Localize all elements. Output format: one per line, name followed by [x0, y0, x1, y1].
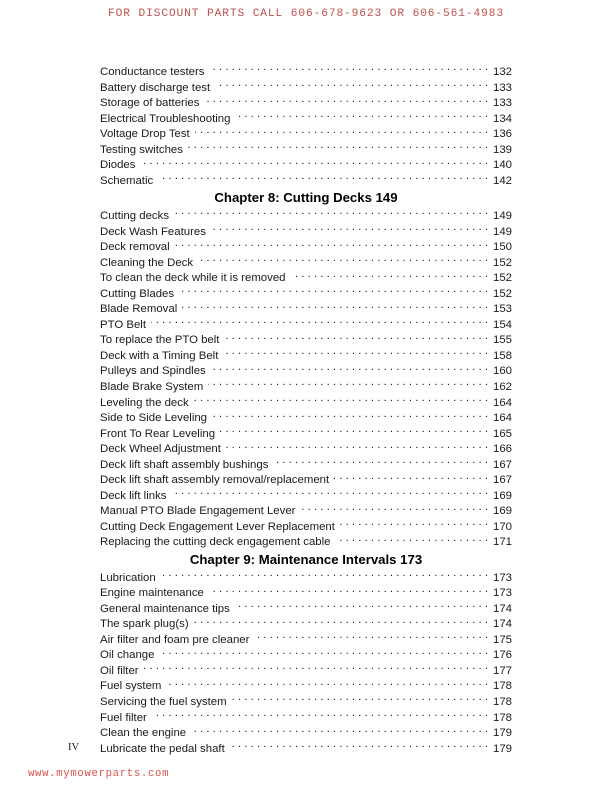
toc-entry-page-number: 164	[492, 412, 512, 425]
toc-dot-leader	[334, 472, 488, 483]
toc-entry-title: Cutting Blades	[100, 287, 175, 300]
toc-entry[interactable]	[100, 503, 512, 519]
toc-entry[interactable]	[100, 111, 512, 127]
toc-dot-leader	[174, 208, 488, 219]
toc-dot-leader	[254, 632, 488, 643]
toc-entry-page-number: 150	[492, 241, 512, 254]
toc-entry[interactable]	[100, 426, 512, 442]
toc-dot-leader	[191, 725, 488, 736]
toc-entry[interactable]	[100, 157, 512, 173]
toc-dot-leader	[161, 570, 488, 581]
toc-dot-leader	[182, 301, 488, 312]
toc-entry-title: Replacing the cutting deck engagement cable	[100, 536, 331, 549]
toc-entry-title: Battery discharge test	[100, 81, 211, 94]
toc-entry[interactable]	[100, 395, 512, 411]
toc-dot-leader	[230, 741, 488, 752]
toc-entry-page-number: 178	[492, 711, 512, 724]
toc-entry[interactable]	[100, 64, 512, 80]
toc-entry-title: Manual PTO Blade Engagement Lever	[100, 505, 296, 518]
table-of-contents	[100, 64, 512, 756]
toc-entry[interactable]	[100, 317, 512, 333]
toc-dot-leader	[224, 332, 488, 343]
toc-entry-page-number: 152	[492, 256, 512, 269]
toc-entry-title: Deck with a Timing Belt	[100, 349, 219, 362]
toc-entry-page-number: 171	[492, 536, 512, 549]
site-url-footer: www.mymowerparts.com	[28, 768, 170, 780]
toc-entry-page-number: 170	[492, 520, 512, 533]
toc-dot-leader	[188, 142, 488, 153]
toc-entry[interactable]	[100, 142, 512, 158]
toc-entry-title: Electrical Troubleshooting	[100, 112, 231, 125]
toc-entry-title: Fuel system	[100, 680, 162, 693]
toc-entry[interactable]	[100, 616, 512, 632]
toc-entry-title: To clean the deck while it is removed	[100, 272, 286, 285]
toc-entry[interactable]	[100, 488, 512, 504]
toc-entry-title: Cutting decks	[100, 209, 170, 222]
toc-entry-title: Front To Rear Leveling	[100, 427, 216, 440]
toc-dot-leader	[194, 395, 488, 406]
toc-entry[interactable]	[100, 710, 512, 726]
toc-dot-leader	[166, 678, 488, 689]
toc-entry-title: Oil filter	[100, 664, 139, 677]
toc-entry[interactable]	[100, 255, 512, 271]
toc-entry[interactable]	[100, 363, 512, 379]
toc-dot-leader	[220, 426, 488, 437]
toc-dot-leader	[226, 441, 488, 452]
toc-entry-page-number: 176	[492, 649, 512, 662]
toc-entry-page-number: 175	[492, 633, 512, 646]
toc-dot-leader	[209, 585, 488, 596]
toc-entry[interactable]	[100, 647, 512, 663]
toc-entry[interactable]	[100, 534, 512, 550]
toc-entry[interactable]	[100, 348, 512, 364]
toc-dot-leader	[300, 503, 488, 514]
toc-entry-title: Pulleys and Spindles	[100, 365, 206, 378]
toc-entry[interactable]	[100, 441, 512, 457]
toc-dot-leader	[235, 601, 488, 612]
toc-entry-page-number: 152	[492, 272, 512, 285]
toc-dot-leader	[273, 457, 488, 468]
toc-entry-page-number: 173	[492, 571, 512, 584]
toc-entry-title: Storage of batteries	[100, 97, 200, 110]
toc-dot-leader	[152, 710, 488, 721]
toc-entry-title: Conductance testers	[100, 66, 205, 78]
toc-entry-title: To replace the PTO belt	[100, 334, 220, 347]
page-number: IV	[68, 742, 80, 753]
toc-entry-page-number: 174	[492, 618, 512, 631]
toc-entry[interactable]	[100, 472, 512, 488]
toc-entry-page-number: 158	[492, 349, 512, 362]
toc-entry-title: Deck Wheel Adjustment	[100, 443, 221, 456]
toc-entry[interactable]	[100, 663, 512, 679]
toc-dot-leader	[223, 348, 488, 359]
toc-dot-leader	[209, 64, 488, 75]
toc-entry-page-number: 136	[492, 128, 512, 141]
toc-entry-title: Fuel filter	[100, 711, 147, 724]
toc-entry-title: Deck lift shaft assembly removal/replacement	[100, 474, 330, 487]
chapter-heading: Chapter 8: Cutting Decks 149	[214, 190, 398, 206]
toc-entry-title: Clean the engine	[100, 727, 187, 740]
toc-dot-leader	[198, 255, 488, 266]
toc-entry-page-number: 132	[492, 66, 512, 78]
toc-dot-leader	[171, 488, 488, 499]
toc-entry-title: Testing switches	[100, 143, 183, 156]
toc-dot-leader	[211, 363, 488, 374]
toc-entry-page-number: 133	[492, 97, 512, 110]
toc-entry[interactable]	[100, 270, 512, 286]
toc-entry-page-number: 154	[492, 318, 512, 331]
toc-entry-title: Voltage Drop Test	[100, 128, 190, 141]
toc-entry-title: Engine maintenance	[100, 587, 204, 600]
toc-entry[interactable]	[100, 457, 512, 473]
toc-entry-title: PTO Belt	[100, 318, 147, 331]
toc-entry[interactable]	[100, 126, 512, 142]
toc-entry[interactable]	[100, 601, 512, 617]
toc-entry-page-number: 178	[492, 680, 512, 693]
toc-entry-page-number: 178	[492, 695, 512, 708]
toc-dot-leader	[159, 647, 488, 658]
toc-entry[interactable]	[100, 332, 512, 348]
promo-header-text: FOR DISCOUNT PARTS CALL 606-678-9623 OR 606-561-4983	[108, 8, 504, 20]
toc-entry-title: Lubricate the pedal shaft	[100, 742, 225, 755]
toc-entry[interactable]	[100, 725, 512, 741]
toc-entry-title: General maintenance tips	[100, 602, 230, 615]
toc-entry-page-number: 155	[492, 334, 512, 347]
toc-dot-leader	[215, 80, 488, 91]
toc-entry-title: Cutting Deck Engagement Lever Replacement	[100, 520, 335, 533]
toc-entry-title: The spark plug(s)	[100, 618, 189, 631]
toc-entry-title: Deck lift links	[100, 489, 167, 502]
toc-entry-title: Side to Side Leveling	[100, 412, 208, 425]
toc-entry-page-number: 169	[492, 505, 512, 518]
toc-entry[interactable]	[100, 519, 512, 535]
toc-entry[interactable]	[100, 741, 512, 757]
toc-entry-title: Schematic	[100, 174, 154, 187]
toc-entry[interactable]	[100, 694, 512, 710]
toc-entry[interactable]	[100, 410, 512, 426]
toc-entry-page-number: 167	[492, 458, 512, 471]
toc-entry-page-number: 174	[492, 602, 512, 615]
toc-dot-leader	[140, 157, 488, 168]
toc-entry[interactable]	[100, 585, 512, 601]
toc-entry[interactable]	[100, 570, 512, 586]
toc-entry-page-number: 165	[492, 427, 512, 440]
toc-entry-page-number: 169	[492, 489, 512, 502]
toc-entry[interactable]	[100, 632, 512, 648]
toc-dot-leader	[175, 239, 488, 250]
toc-entry-page-number: 160	[492, 365, 512, 378]
toc-entry[interactable]	[100, 379, 512, 395]
toc-dot-leader	[158, 173, 488, 184]
toc-entry-title: Blade Brake System	[100, 380, 204, 393]
toc-entry-title: Servicing the fuel system	[100, 695, 227, 708]
toc-entry-page-number: 173	[492, 587, 512, 600]
toc-entry[interactable]	[100, 80, 512, 96]
toc-dot-leader	[144, 663, 488, 674]
toc-entry-page-number: 166	[492, 443, 512, 456]
toc-dot-leader	[336, 534, 489, 545]
toc-dot-leader	[340, 519, 488, 530]
toc-entry-title: Leveling the deck	[100, 396, 189, 409]
toc-dot-leader	[194, 616, 488, 627]
toc-dot-leader	[151, 317, 488, 328]
toc-dot-leader	[211, 224, 488, 235]
chapter-heading: Chapter 9: Maintenance Intervals 173	[189, 552, 423, 567]
toc-entry-page-number: 162	[492, 380, 512, 393]
toc-entry[interactable]	[100, 224, 512, 240]
toc-entry-title: Blade Removal	[100, 303, 178, 316]
toc-entry-page-number: 167	[492, 474, 512, 487]
toc-entry-title: Deck removal	[100, 241, 170, 254]
toc-entry[interactable]	[100, 678, 512, 694]
toc-entry-page-number: 153	[492, 303, 512, 316]
toc-entry-page-number: 142	[492, 174, 512, 187]
toc-entry-title: Oil change	[100, 649, 155, 662]
toc-dot-leader	[195, 126, 488, 137]
toc-entry-page-number: 139	[492, 143, 512, 156]
toc-entry-title: Deck lift shaft assembly bushings	[100, 458, 269, 471]
toc-entry-page-number: 152	[492, 287, 512, 300]
toc-entry-page-number: 133	[492, 81, 512, 94]
toc-entry[interactable]	[100, 208, 512, 224]
toc-entry-page-number: 149	[492, 209, 512, 222]
toc-entry-page-number: 179	[492, 742, 512, 755]
toc-entry-page-number: 179	[492, 727, 512, 740]
toc-dot-leader	[179, 286, 488, 297]
toc-entry-title: Air filter and foam pre cleaner	[100, 633, 250, 646]
toc-entry[interactable]	[100, 173, 512, 189]
toc-dot-leader	[291, 270, 488, 281]
toc-dot-leader	[204, 95, 488, 106]
toc-entry-title: Diodes	[100, 159, 136, 172]
toc-entry-page-number: 149	[492, 225, 512, 238]
toc-entry-title: Deck Wash Features	[100, 225, 206, 238]
toc-entry[interactable]	[100, 301, 512, 317]
toc-entry-page-number: 134	[492, 112, 512, 125]
toc-entry-title: Lubrication	[100, 571, 156, 584]
toc-entry[interactable]	[100, 95, 512, 111]
toc-dot-leader	[212, 410, 488, 421]
toc-dot-leader	[208, 379, 488, 390]
toc-entry-title: Cleaning the Deck	[100, 256, 194, 269]
toc-entry[interactable]	[100, 239, 512, 255]
toc-entry-page-number: 140	[492, 159, 512, 172]
toc-entry-page-number: 177	[492, 664, 512, 677]
toc-dot-leader	[232, 694, 488, 705]
toc-entry-page-number: 164	[492, 396, 512, 409]
toc-entry[interactable]	[100, 286, 512, 302]
toc-dot-leader	[235, 111, 488, 122]
